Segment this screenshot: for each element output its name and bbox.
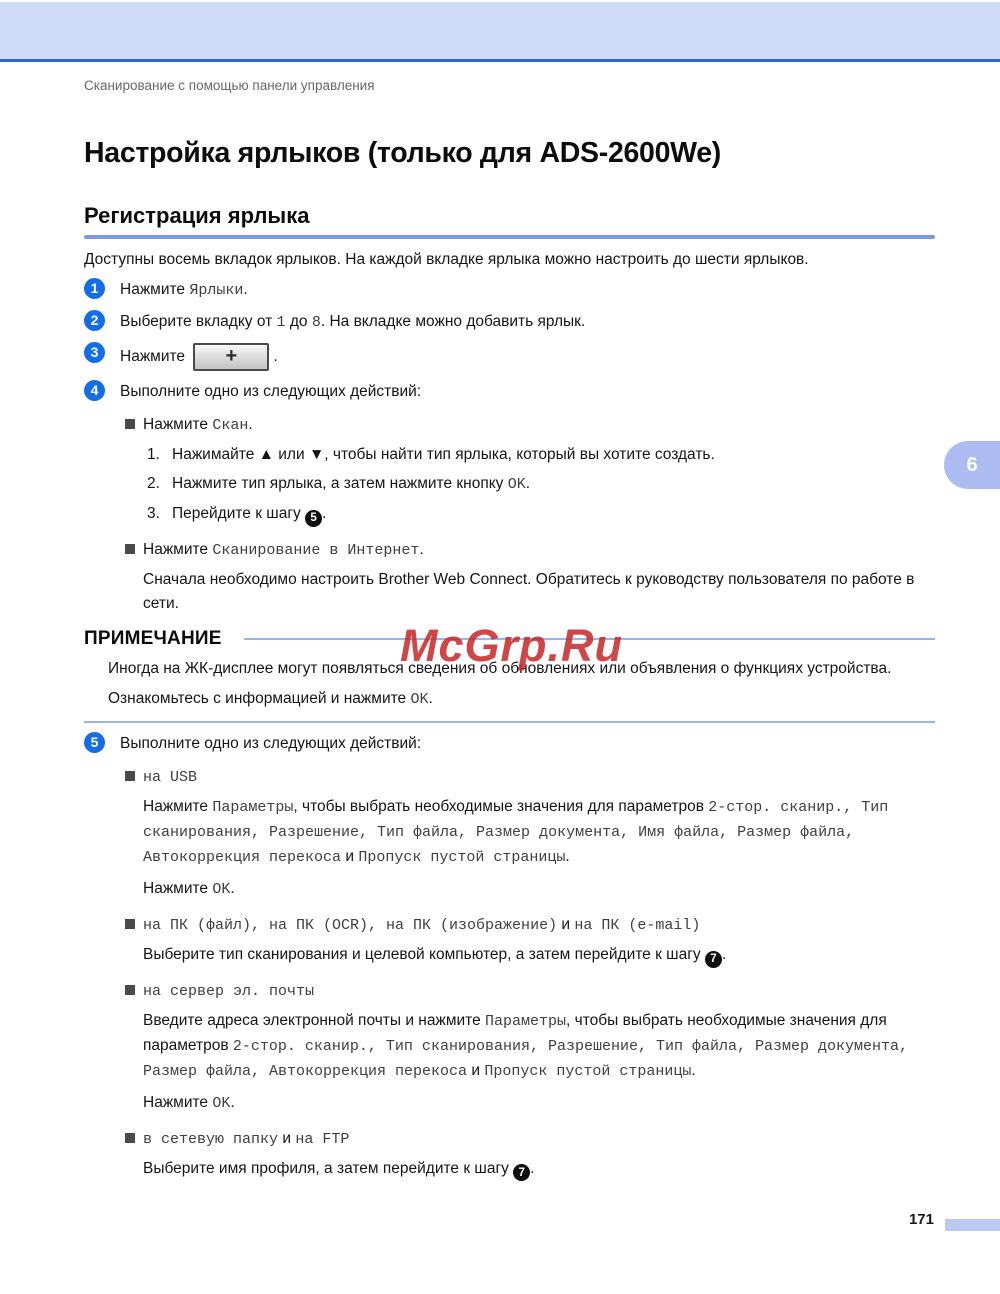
bullet-item: [125, 414, 935, 436]
ui-term-text: OK: [212, 1094, 231, 1112]
body-text: .: [721, 946, 727, 963]
note-rule: [244, 638, 935, 640]
indented-paragraph: [143, 1157, 935, 1182]
body-text: . На вкладке можно добавить ярлык.: [320, 313, 586, 330]
step-number-badge: 3: [84, 342, 105, 363]
ui-term-text: OK: [212, 881, 231, 898]
step-reference-badge: 7: [705, 951, 722, 968]
body-text: , чтобы выбрать необходимые значения для параметров: [143, 1011, 887, 1054]
body-text: и: [278, 1129, 296, 1147]
body-text: .: [428, 690, 433, 707]
body-text: .: [565, 848, 570, 865]
indented-paragraph: [143, 943, 935, 968]
body-text: и: [467, 1061, 485, 1079]
chapter-tab-badge: 6: [944, 441, 1000, 489]
body-text: Нажмите: [120, 348, 190, 366]
bullet-text: [143, 1128, 349, 1150]
body-text: Выполните одно из следующих действий:: [120, 383, 422, 400]
ui-term-text: на ПК (e-mail): [574, 917, 701, 934]
indented-paragraph: [143, 877, 935, 902]
body-text: Выберите имя профиля, а затем перейдите к шагу: [143, 1159, 514, 1177]
step-item: [84, 342, 935, 371]
page-number: 171: [908, 1211, 934, 1228]
body-text: .: [419, 541, 424, 558]
body-text: Введите адреса электронной почты и нажмите: [143, 1011, 486, 1029]
ui-term-text: Ярлыки: [189, 282, 244, 299]
sub-step-item: [147, 473, 935, 495]
body-text: .: [322, 505, 327, 522]
indented-paragraph: [143, 1009, 935, 1084]
ui-term-text: на USB: [143, 769, 198, 786]
bullet-text: [143, 539, 424, 561]
body-text: Иногда на ЖК-дисплее могут появляться сведения об обновлениях или объявления о функциях устройства.: [108, 660, 892, 677]
intro-paragraph: Доступны восемь вкладок ярлыков. На каждой вкладке ярлыка можно настроить до шести ярлыков.: [84, 251, 809, 268]
ui-term-text: Параметры: [212, 799, 294, 816]
bullet-square-icon: [125, 919, 135, 929]
sub-step-text: [172, 503, 326, 527]
step-text: [120, 380, 421, 402]
step-item: [84, 380, 935, 402]
bullet-square-icon: [125, 1133, 135, 1143]
ui-term-text: 1: [276, 314, 286, 331]
step-number-badge: 2: [84, 310, 105, 331]
body-text: Нажмите: [143, 416, 213, 433]
ui-term-text: Пропуск пустой страницы: [484, 1062, 692, 1080]
sub-step-number: 1.: [147, 446, 160, 463]
body-text: Сначала необходимо настроить Brother Web Connect. Обратитесь к руководству пользователя по работе в сети.: [143, 571, 915, 612]
ui-term-text: Скан: [212, 417, 249, 434]
body-text: Нажмите: [143, 880, 213, 897]
note-heading: ПРИМЕЧАНИЕ: [84, 628, 222, 649]
bullet-text: [143, 980, 314, 1002]
body-text: .: [530, 1159, 535, 1177]
body-text: .: [273, 348, 278, 366]
step-text: [120, 310, 585, 333]
step-item: [84, 310, 935, 333]
indented-paragraph: [143, 1091, 935, 1116]
note-section: [84, 628, 935, 723]
bullet-square-icon: [125, 544, 135, 554]
ui-term-text: 2-стор. сканир., Тип сканирования, Разрешение, Тип файла, Размер документа, Размер файла, Автокоррекция перекоса: [143, 1037, 909, 1080]
document-body: [84, 278, 935, 1181]
ui-term-text: на сервер эл. почты: [143, 982, 315, 1000]
body-text: Нажмите: [120, 281, 190, 298]
step-reference-badge: 7: [513, 1164, 530, 1181]
bullet-item: [125, 539, 935, 561]
bullet-item: [125, 914, 935, 936]
body-text: .: [525, 475, 531, 492]
bullet-square-icon: [125, 985, 135, 995]
body-text: Нажмите: [143, 798, 213, 815]
body-text: .: [248, 416, 253, 433]
body-text: Ознакомьтесь с информацией и нажмите: [108, 690, 411, 707]
bullet-item: [125, 980, 935, 1002]
body-text: Перейдите к шагу: [172, 505, 306, 522]
section-rule: [84, 235, 935, 239]
bullet-square-icon: [125, 419, 135, 429]
page-title: Настройка ярлыков (только для ADS-2600We): [84, 137, 721, 169]
ui-term-text: Пропуск пустой страницы: [358, 849, 566, 866]
ui-term-text: 2-стор. сканир., Тип сканирования, Разрешение, Тип файла, Размер документа, Имя файла, Размер файла, Автокоррекция перекоса: [143, 799, 889, 866]
body-text: Нажмите: [143, 1093, 213, 1111]
body-text: .: [691, 1061, 696, 1079]
body-text: Нажмите тип ярлыка, а затем нажмите кнопку: [172, 475, 508, 492]
body-text: до: [285, 313, 312, 330]
note-paragraph: [108, 688, 935, 711]
sub-step-text: [172, 444, 715, 465]
ui-term-text: в сетевую папку: [143, 1130, 279, 1148]
page-content: [84, 78, 935, 1181]
body-text: , чтобы выбрать необходимые значения для параметров: [293, 798, 709, 815]
sub-step-item: [147, 503, 935, 527]
bullet-text: [143, 914, 700, 936]
sub-step-item: [147, 444, 935, 465]
body-text: и: [557, 916, 575, 933]
body-text: .: [230, 880, 235, 897]
step-number-badge: 1: [84, 278, 105, 299]
bullet-text: [143, 414, 253, 436]
sub-step-number: 2.: [147, 475, 160, 492]
step-text: [120, 732, 421, 754]
body-text: Выберите тип сканирования и целевой компьютер, а затем перейдите к шагу: [143, 946, 705, 963]
add-button: +: [193, 343, 269, 371]
indented-paragraph: [143, 795, 935, 870]
note-header: [84, 628, 935, 650]
step-number-badge: 5: [84, 732, 105, 753]
body-text: Нажмите: [143, 541, 213, 558]
bullet-square-icon: [125, 771, 135, 781]
ui-term-text: на ПК (файл), на ПК (OCR), на ПК (изображение): [143, 917, 558, 934]
sub-step-number: 3.: [147, 505, 160, 522]
ui-term-text: Сканирование в Интернет: [212, 542, 420, 559]
body-text: Выполните одно из следующих действий:: [120, 735, 422, 752]
sub-step-text: [172, 473, 530, 495]
step-text: [120, 342, 278, 371]
header-band: [0, 2, 1000, 62]
step-item: [84, 732, 935, 754]
breadcrumb: Сканирование с помощью панели управления: [84, 78, 375, 93]
body-text: и: [341, 848, 359, 865]
ui-term-text: Параметры: [485, 1012, 567, 1030]
bullet-item: [125, 1128, 935, 1150]
ui-term-text: OK: [507, 476, 526, 493]
body-text: Нажимайте ▲ или ▼, чтобы найти тип ярлыка, который вы хотите создать.: [172, 446, 715, 463]
bullet-text: [143, 766, 197, 788]
ui-term-text: OK: [410, 691, 429, 708]
footer-accent-bar: [945, 1219, 1000, 1231]
step-number-badge: 4: [84, 380, 105, 401]
ui-term-text: 8: [311, 314, 321, 331]
ui-term-text: на FTP: [295, 1130, 350, 1148]
indented-paragraph: [143, 568, 935, 616]
body-text: .: [230, 1093, 235, 1111]
step-text: [120, 278, 248, 301]
body-text: Выберите вкладку от: [120, 313, 277, 330]
section-heading: Регистрация ярлыка: [84, 203, 310, 228]
step-item: [84, 278, 935, 301]
bullet-item: [125, 766, 935, 788]
watermark: McGrp.Ru: [400, 620, 624, 671]
body-text: .: [243, 281, 248, 298]
step-reference-badge: 5: [305, 510, 322, 527]
note-paragraph: [108, 658, 935, 680]
